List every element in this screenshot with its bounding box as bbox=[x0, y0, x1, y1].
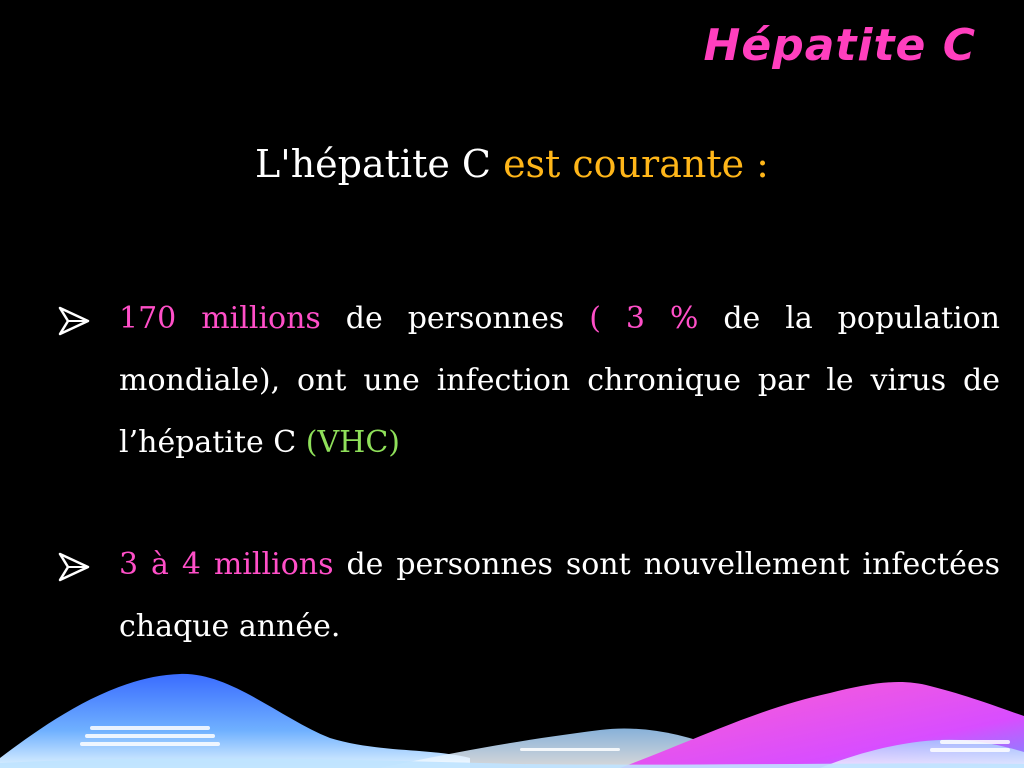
bullet-2-text: de personnes sont nouvellement infectées chaque année. bbox=[119, 547, 1001, 644]
subtitle-text: L'hépatite C bbox=[255, 142, 504, 186]
slide-subtitle bbox=[0, 138, 1024, 190]
bullet-1-highlight-count: 170 millions bbox=[119, 301, 321, 336]
bullet-item bbox=[58, 288, 1000, 474]
bullet-item bbox=[58, 534, 1000, 658]
subtitle-highlight: est courante : bbox=[503, 142, 769, 186]
bullet-list bbox=[58, 288, 1000, 658]
arrow-bullet-icon bbox=[58, 306, 90, 336]
bullet-1-highlight-vhc: (VHC) bbox=[305, 425, 400, 460]
wavy-landscape-graphic bbox=[0, 668, 1024, 768]
slide-title: Hépatite C bbox=[703, 20, 976, 71]
bullet-2-highlight-count: 3 à 4 millions bbox=[119, 547, 334, 582]
bullet-1-text: de personnes bbox=[320, 301, 590, 336]
bullet-1-highlight-percent: ( 3 % bbox=[589, 301, 699, 336]
bullet-1-text-cont: de la population mondiale), ont une infection chronique par le virus de l’hépatite C bbox=[119, 301, 1000, 460]
arrow-bullet-icon bbox=[58, 552, 90, 582]
